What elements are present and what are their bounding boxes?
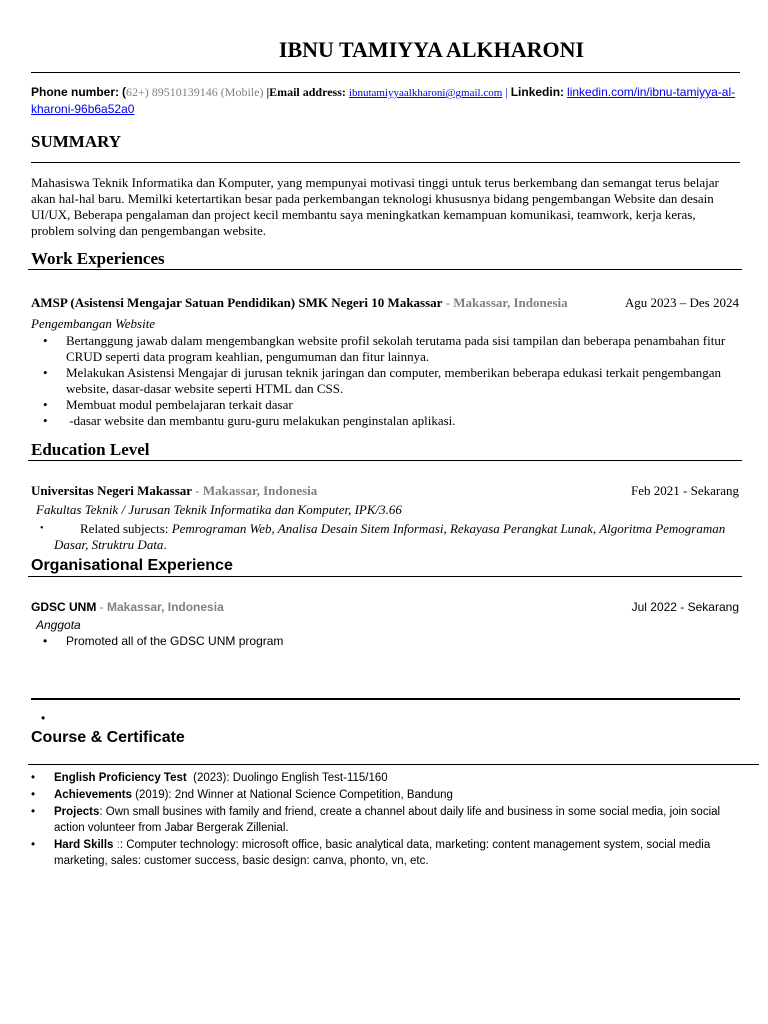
list-item: • Promoted all of the GDSC UNM program	[66, 633, 731, 649]
phone-type: (Mobile)	[220, 85, 264, 99]
work-org-line	[31, 295, 631, 311]
work-bullets	[66, 333, 731, 429]
education-location: Makassar, Indonesia	[202, 483, 318, 498]
course-item-text: (2019): 2nd Winner at National Science Competition, Bandung	[131, 789, 453, 801]
course-item-label: Achievements	[54, 789, 132, 801]
course-list	[54, 770, 744, 869]
subjects-list: Pemrograman Web, Analisa Desain Sitem Informasi, Rekayasa Perangkat Lunak, Algoritma Pemograman Dasar, Struktru Data	[54, 521, 726, 552]
work-dash: -	[442, 295, 454, 310]
course-item-label: Projects	[54, 806, 100, 818]
phone-code: 62+)	[126, 85, 149, 99]
course-item-mark: ː	[113, 839, 120, 851]
linkedin-label: Linkedin:	[510, 85, 565, 99]
course-heading: Course & Certificate	[31, 729, 185, 746]
name-divider	[31, 72, 740, 73]
contact-line	[31, 84, 743, 117]
summary-heading: SUMMARY	[31, 132, 122, 151]
education-dash: -	[192, 483, 203, 498]
organisation-location: Makassar, Indonesia	[107, 600, 224, 614]
course-item-text: : Own small busines with family and friend, create a channel about daily life and business in some social media, join social action volunteer from Jabar Bergerak Zillenial.	[54, 806, 721, 834]
email-label: Email address:	[269, 85, 346, 99]
bullet-icon: •	[41, 711, 46, 725]
work-role: Pengembangan Website	[31, 316, 156, 331]
organisation-divider	[28, 576, 742, 577]
section-divider	[31, 698, 740, 700]
course-item-label: English Proficiency Test	[54, 772, 187, 784]
phone-open: (	[122, 85, 127, 99]
bullet-icon: •	[40, 523, 44, 534]
email-link[interactable]: ibnutamiyyaalkharoni@gmail.com	[348, 87, 503, 99]
course-item-label: Hard Skills	[54, 839, 114, 851]
education-org-line	[31, 483, 317, 499]
list-item	[54, 804, 744, 836]
organisation-role: Anggota	[36, 618, 81, 632]
education-divider	[28, 460, 742, 461]
organisation-org: GDSC UNM	[31, 600, 97, 614]
education-faculty: Fakultas Teknik / Jurusan Teknik Informatika dan Komputer, IPK/3.66	[36, 502, 402, 517]
work-heading: Work Experiences	[31, 249, 165, 268]
education-org: Universitas Negeri Makassar	[31, 483, 193, 498]
organisation-heading: Organisational Experience	[31, 557, 233, 574]
course-item-text: : Computer technology: microsoft office, basic analytical data, marketing: content management system, social media marketing, sales: customer success, basic design: canva, phonto, vn, etc.	[54, 839, 711, 867]
work-location: Makassar, Indonesia	[453, 295, 568, 310]
organisation-dates: Jul 2022 - Sekarang	[631, 600, 739, 614]
work-dates: Agu 2023 – Des 2024	[624, 295, 739, 310]
list-item	[54, 770, 744, 786]
list-item: • Melakukan Asistensi Mengajar di jurusan teknik jaringan dan computer, memberikan beberapa edukasi terkait pengembangan website, dasar-dasar website seperti HTML dan CSS.	[66, 365, 731, 397]
course-item-text: (2023): Duolingo English Test-115/160	[186, 772, 388, 784]
list-item	[54, 787, 744, 803]
list-item: • Bertanggung jawab dalam mengembangkan website profil sekolah terutama pada sisi tampilan dan beberapa penambahan fitur CRUD seperti data program keahlian, pengumuman dan fitur lainnya.	[66, 333, 731, 365]
subjects-label: Related subjects:	[80, 521, 172, 536]
education-subjects	[40, 521, 734, 553]
contact-separator: |	[505, 85, 508, 99]
organisation-dash: -	[96, 600, 108, 614]
resume-name: IBNU TAMIYYA ALKHARONI	[278, 37, 585, 62]
organisation-org-line	[31, 599, 224, 615]
education-dates: Feb 2021 - Sekarang	[631, 483, 739, 498]
summary-text: Mahasiswa Teknik Informatika dan Komputer, yang mempunyai motivasi tinggi untuk terus berkembang dan semangat terus belajar akan hal-hal baru. Memilki ketertartikan besar pada perkembangan teknologi khususnya bidang pengembangan Website dan desain UI/UX, Beberapa pengalaman dan project kecil membantu saya meningkatkan kemampuan komunikasi, teamwork, kerja keras, problem solving dan pengembangan website.	[31, 175, 719, 238]
work-divider	[28, 269, 742, 270]
subjects-end: .	[163, 537, 167, 552]
list-item: • Membuat modul pembelajaran terkait dasar	[66, 397, 731, 413]
phone-label: Phone number:	[31, 85, 120, 99]
summary-divider	[31, 162, 740, 163]
contact-separator: |	[266, 85, 270, 99]
organisation-bullets	[66, 633, 731, 649]
linkedin-link[interactable]: linkedin.com/in/ibnu-tamiyya-al-kharoni-96b6a52a0	[31, 85, 736, 116]
phone-number: 89510139146	[151, 85, 218, 99]
list-item: • -dasar website dan membantu guru-guru melakukan penginstalan aplikasi.	[66, 413, 731, 429]
work-org: AMSP (Asistensi Mengajar Satuan Pendidikan) SMK Negeri 10 Makassar	[31, 295, 443, 310]
course-divider	[28, 764, 759, 765]
list-item	[54, 837, 744, 869]
education-heading: Education Level	[31, 440, 150, 459]
